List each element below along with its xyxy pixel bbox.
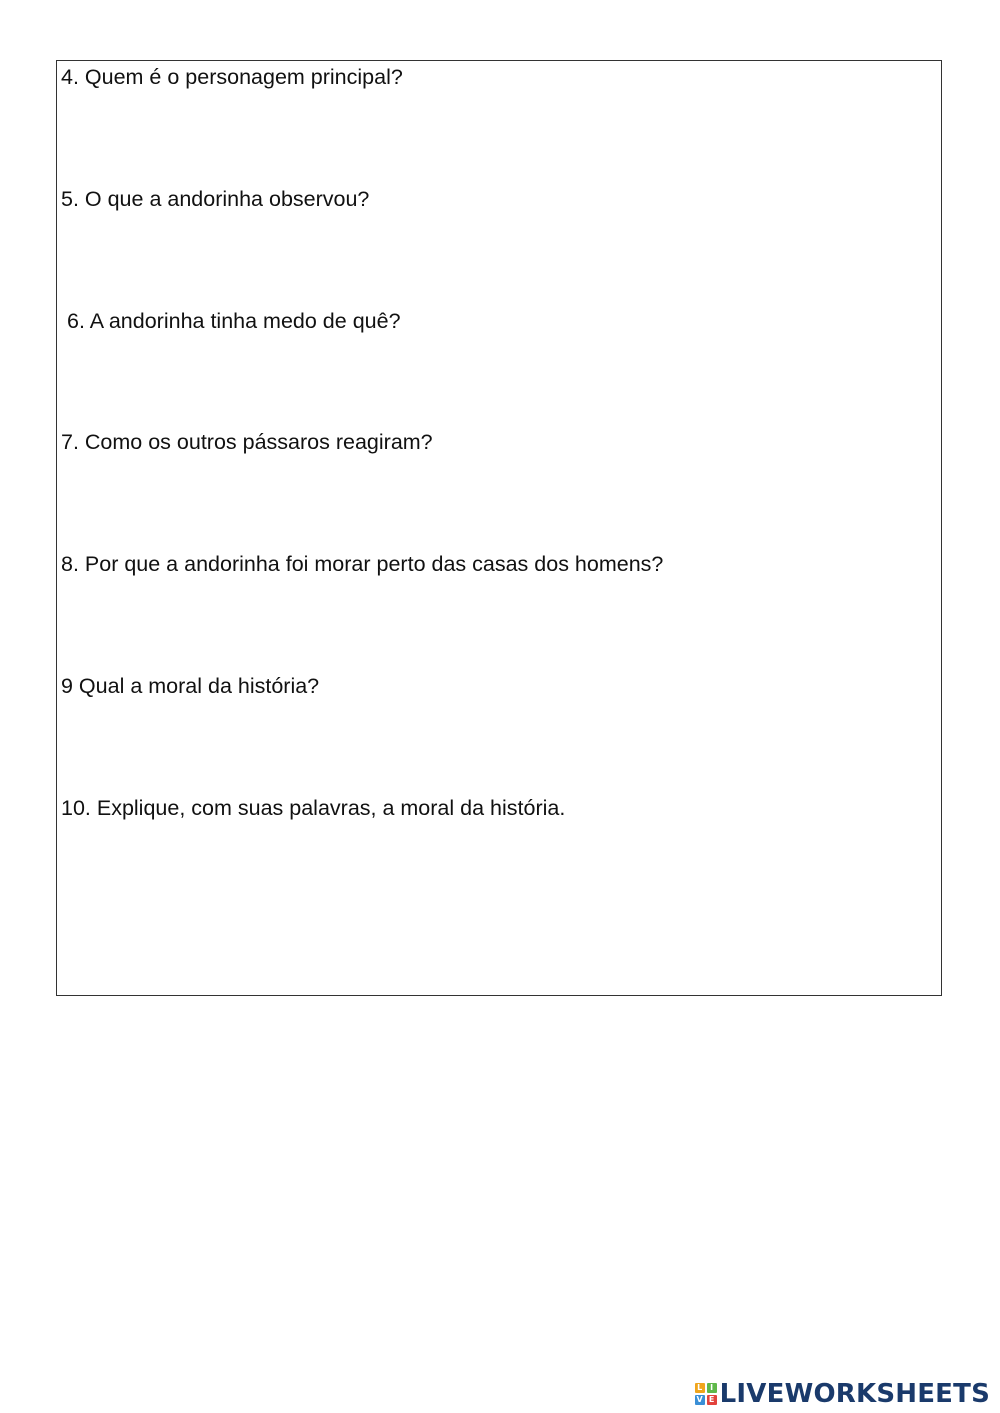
question-6: 6. A andorinha tinha medo de quê?	[67, 309, 401, 333]
logo-tile: V	[696, 1395, 703, 1404]
question-5: 5. O que a andorinha observou?	[61, 187, 370, 211]
liveworksheets-logo-icon	[695, 1383, 717, 1405]
question-4: 4. Quem é o personagem principal?	[61, 65, 403, 89]
logo-tile: E	[707, 1395, 717, 1405]
question-8: 8. Por que a andorinha foi morar perto das casas dos homens?	[61, 552, 664, 576]
logo-tile: L	[695, 1383, 705, 1393]
questions-box	[56, 60, 942, 996]
brand-name: LIVEWORKSHEETS	[719, 1379, 990, 1409]
question-7: 7. Como os outros pássaros reagiram?	[61, 430, 433, 454]
question-10: 10. Explique, com suas palavras, a moral da história.	[61, 796, 566, 820]
question-9: 9 Qual a moral da história?	[61, 674, 320, 698]
logo-tile: I	[707, 1383, 717, 1393]
liveworksheets-brand	[695, 1376, 990, 1412]
